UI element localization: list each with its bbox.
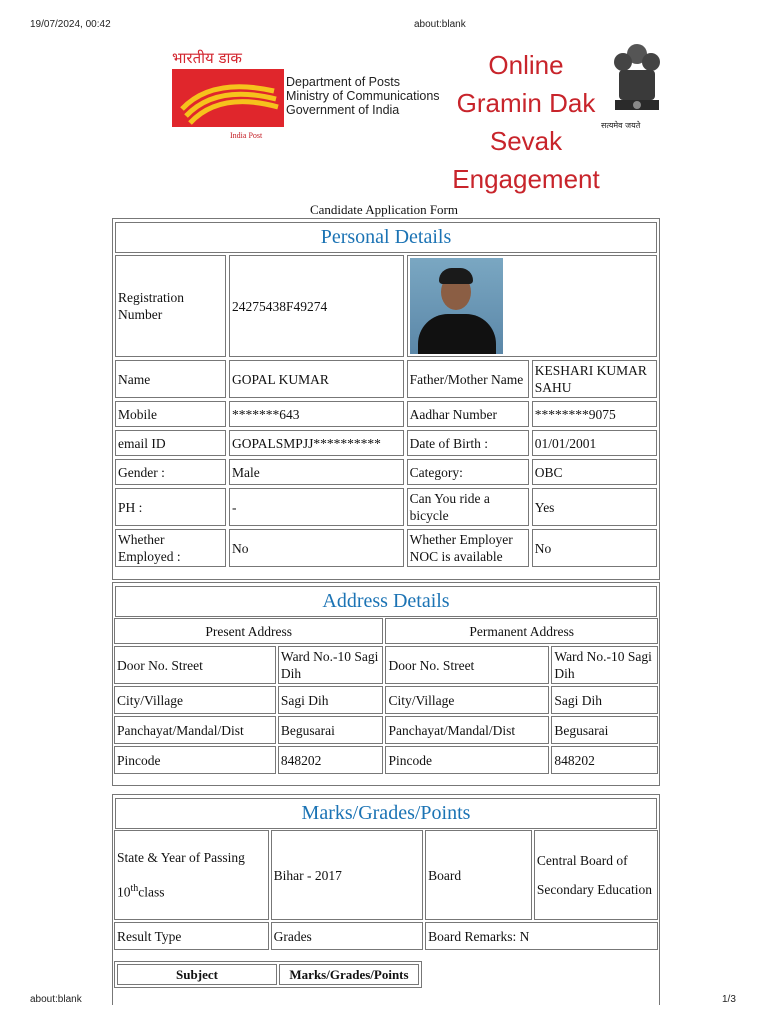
india-post-emblem-icon — [172, 69, 284, 127]
print-footer-url: about:blank — [30, 994, 82, 1005]
bicycle-label: Can You ride a bicycle — [407, 488, 529, 526]
title-line-3: Sevak — [489, 126, 563, 156]
permanent-panchayat-value: Begusarai — [551, 716, 658, 744]
permanent-pincode-value: 848202 — [551, 746, 658, 774]
subject-header: Subject — [117, 964, 277, 985]
print-page-number: 1/3 — [722, 994, 736, 1005]
mobile-label: Mobile — [115, 401, 226, 427]
permanent-door-value: Ward No.-10 Sagi Dih — [551, 646, 658, 684]
print-page-title: about:blank — [414, 19, 466, 30]
board-value: Central Board of Secondary Education — [534, 830, 658, 920]
permanent-city-value: Sagi Dih — [551, 686, 658, 714]
registration-label: Registration Number — [115, 255, 226, 357]
board-label: Board — [425, 830, 532, 920]
address-details-heading: Address Details — [115, 586, 657, 617]
present-pincode-label: Pincode — [114, 746, 276, 774]
permanent-panchayat-label: Panchayat/Mandal/Dist — [385, 716, 549, 744]
permanent-door-label: Door No. Street — [385, 646, 549, 684]
photo-hair-shape — [439, 268, 473, 284]
marks-table — [112, 828, 660, 952]
present-pincode-value: 848202 — [278, 746, 384, 774]
permanent-city-label: City/Village — [385, 686, 549, 714]
photo-cell — [407, 255, 657, 357]
title-line-2: Gramin Dak — [456, 88, 596, 118]
name-value: GOPAL KUMAR — [229, 360, 404, 398]
dob-label: Date of Birth : — [407, 430, 529, 456]
state-year-label — [114, 830, 269, 920]
marks-header: Marks/Grades/Points — [279, 964, 419, 985]
aadhar-label: Aadhar Number — [407, 401, 529, 427]
address-table — [112, 616, 660, 776]
portal-title — [446, 46, 606, 198]
noc-value: No — [532, 529, 657, 567]
parent-name-label: Father/Mother Name — [407, 360, 529, 398]
employed-label: Whether Employed : — [115, 529, 226, 567]
email-value: GOPALSMPJJ********** — [229, 430, 404, 456]
class-number: 10 — [117, 884, 131, 900]
employed-value: No — [229, 529, 404, 567]
mobile-value: *******643 — [229, 401, 404, 427]
present-door-label: Door No. Street — [114, 646, 276, 684]
noc-label: Whether Employer NOC is available — [407, 529, 529, 567]
class-suffix: class — [138, 884, 165, 900]
class-label — [117, 880, 266, 901]
emblem-caption: सत्यमेव जयते — [601, 121, 641, 130]
registration-value: 24275438F49274 — [229, 255, 404, 357]
candidate-photo — [410, 258, 503, 354]
present-panchayat-label: Panchayat/Mandal/Dist — [114, 716, 276, 744]
gender-value: Male — [229, 459, 404, 485]
category-value: OBC — [532, 459, 657, 485]
class-ordinal: th — [130, 883, 139, 895]
department-text — [286, 75, 440, 117]
logo-caption: India Post — [230, 131, 263, 140]
dept-line-1: Department of Posts — [286, 75, 400, 89]
present-city-label: City/Village — [114, 686, 276, 714]
gender-label: Gender : — [115, 459, 226, 485]
email-label: email ID — [115, 430, 226, 456]
ph-label: PH : — [115, 488, 226, 526]
dept-line-3: Government of India — [286, 103, 400, 117]
print-timestamp: 19/07/2024, 00:42 — [30, 19, 111, 30]
result-type-label: Result Type — [114, 922, 269, 950]
present-city-value: Sagi Dih — [278, 686, 384, 714]
board-remarks: Board Remarks: N — [425, 922, 658, 950]
present-door-value: Ward No.-10 Sagi Dih — [278, 646, 384, 684]
photo-body-shape — [418, 314, 496, 354]
logo-hindi-text: भारतीय डाक — [172, 49, 242, 67]
subject-marks-table — [114, 961, 422, 988]
personal-details-heading: Personal Details — [115, 222, 657, 253]
title-line-4: Engagement — [452, 164, 600, 194]
dept-line-2: Ministry of Communications — [286, 89, 440, 103]
state-year-value: Bihar - 2017 — [271, 830, 424, 920]
dob-value: 01/01/2001 — [532, 430, 657, 456]
aadhar-value: ********9075 — [532, 401, 657, 427]
permanent-address-header: Permanent Address — [385, 618, 658, 644]
personal-details-table — [112, 252, 660, 570]
present-panchayat-value: Begusarai — [278, 716, 384, 744]
ph-value: - — [229, 488, 404, 526]
state-year-label-text: State & Year of Passing — [117, 850, 245, 866]
title-line-1: Online — [488, 50, 564, 80]
india-post-logo — [150, 45, 446, 145]
result-type-value: Grades — [271, 922, 424, 950]
category-label: Category: — [407, 459, 529, 485]
marks-heading: Marks/Grades/Points — [115, 798, 657, 829]
name-label: Name — [115, 360, 226, 398]
parent-name-value: KESHARI KUMAR SAHU — [532, 360, 657, 398]
form-title: Candidate Application Form — [309, 202, 459, 217]
present-address-header: Present Address — [114, 618, 383, 644]
permanent-pincode-label: Pincode — [385, 746, 549, 774]
bicycle-value: Yes — [532, 488, 657, 526]
